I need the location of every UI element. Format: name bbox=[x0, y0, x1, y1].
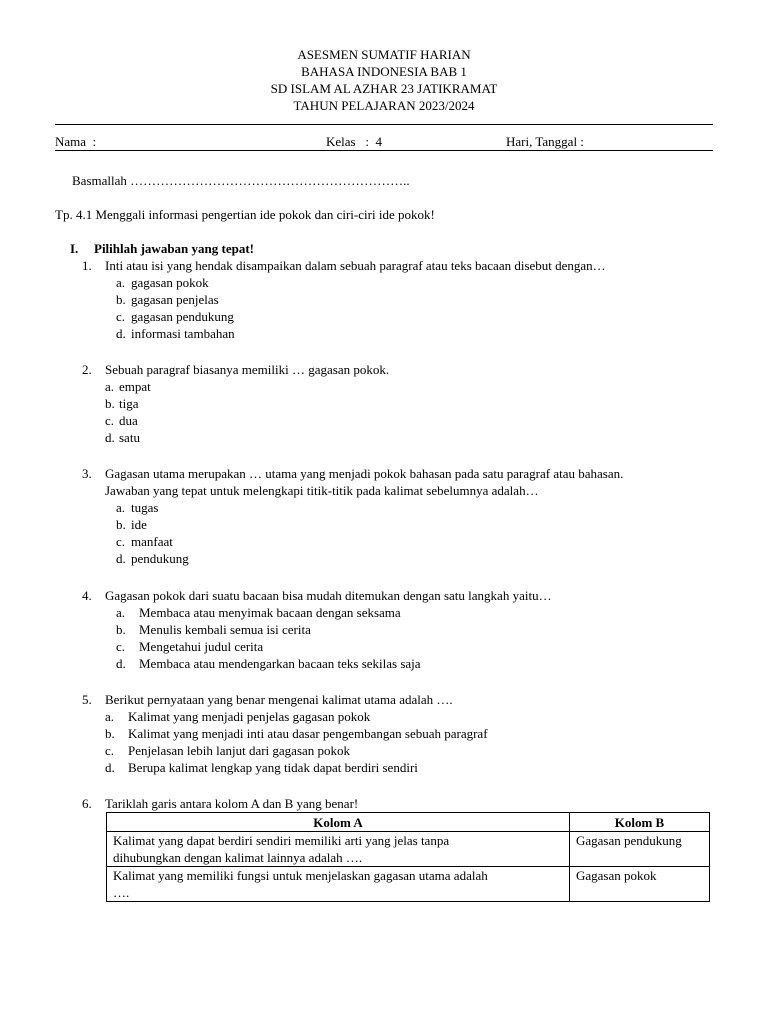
answer-cell[interactable]: Gagasan pendukung bbox=[570, 832, 710, 867]
statement-cell[interactable]: Kalimat yang memiliki fungsi untuk menjelaskan gagasan utama adalah …. bbox=[107, 867, 570, 902]
question-text: Berikut pernyataan yang benar mengenai kalimat utama adalah …. bbox=[105, 692, 453, 707]
question-text: Gagasan utama merupakan … utama yang menjadi pokok bahasan pada satu paragraf atau bahasan. bbox=[105, 466, 624, 481]
option-a[interactable]: a. Membaca atau menyimak bacaan dengan seksama bbox=[116, 605, 401, 620]
option-d[interactable]: d. Berupa kalimat lengkap yang tidak dapat berdiri sendiri bbox=[105, 760, 418, 775]
question-number: 5. bbox=[82, 692, 92, 707]
option-c[interactable]: c. dua bbox=[105, 413, 138, 428]
question-1 bbox=[82, 257, 722, 342]
question-number: 4. bbox=[82, 588, 92, 603]
table-header-row bbox=[107, 813, 710, 832]
option-a[interactable]: a. empat bbox=[105, 379, 151, 394]
question-2 bbox=[82, 361, 722, 446]
question-text: Sebuah paragraf biasanya memiliki … gagasan pokok. bbox=[105, 362, 390, 377]
section-heading bbox=[70, 240, 254, 257]
answer-cell[interactable]: Gagasan pokok bbox=[570, 867, 710, 902]
statement-cell[interactable]: Kalimat yang dapat berdiri sendiri memiliki arti yang jelas tanpa dihubungkan dengan kalimat lainnya adalah …. bbox=[107, 832, 570, 867]
class-field-label: Kelas : 4 bbox=[326, 134, 382, 149]
header-school: SD ISLAM AL AZHAR 23 JATIKRAMAT bbox=[270, 81, 498, 96]
header-divider-bottom bbox=[55, 150, 713, 151]
question-number: 1. bbox=[82, 258, 92, 273]
option-d[interactable]: d. informasi tambahan bbox=[116, 326, 235, 341]
section-number: I. bbox=[70, 241, 79, 256]
option-a[interactable]: a. tugas bbox=[116, 500, 159, 515]
header-academic-year: TAHUN PELAJARAN 2023/2024 bbox=[293, 98, 475, 113]
column-header-a: Kolom A bbox=[107, 813, 570, 832]
option-c[interactable]: c. Penjelasan lebih lanjut dari gagasan pokok bbox=[105, 743, 351, 758]
identity-row bbox=[55, 133, 713, 150]
question-number: 6. bbox=[82, 796, 92, 811]
option-b[interactable]: b. gagasan penjelas bbox=[116, 292, 219, 307]
question-4 bbox=[82, 587, 722, 672]
question-text: Tariklah garis antara kolom A dan B yang benar! bbox=[105, 796, 359, 811]
header-subject: BAHASA INDONESIA BAB 1 bbox=[301, 64, 467, 79]
question-text: Inti atau isi yang hendak disampaikan dalam sebuah paragraf atau teks bacaan disebut dengan… bbox=[105, 258, 606, 273]
document-header bbox=[0, 46, 768, 114]
option-b[interactable]: b. ide bbox=[116, 517, 147, 532]
header-title: ASESMEN SUMATIF HARIAN bbox=[297, 47, 471, 62]
option-d[interactable]: d. satu bbox=[105, 430, 140, 445]
option-b[interactable]: b. Kalimat yang menjadi inti atau dasar pengembangan sebuah paragraf bbox=[105, 726, 488, 741]
option-c[interactable]: c. manfaat bbox=[116, 534, 173, 549]
matching-table bbox=[106, 812, 710, 902]
option-d[interactable]: d. Membaca atau mendengarkan bacaan teks sekilas saja bbox=[116, 656, 421, 671]
question-text-continued: Jawaban yang tepat untuk melengkapi titik-titik pada kalimat sebelumnya adalah… bbox=[105, 483, 539, 498]
option-b[interactable]: b. tiga bbox=[105, 396, 139, 411]
column-header-b: Kolom B bbox=[570, 813, 710, 832]
option-a[interactable]: a. gagasan pokok bbox=[116, 275, 209, 290]
section-instruction: Pilihlah jawaban yang tepat! bbox=[94, 241, 254, 256]
option-b[interactable]: b. Menulis kembali semua isi cerita bbox=[116, 622, 311, 637]
name-field-label: Nama : bbox=[55, 134, 97, 149]
question-3 bbox=[82, 465, 722, 567]
option-d[interactable]: d. pendukung bbox=[116, 551, 189, 566]
option-c[interactable]: c. gagasan pendukung bbox=[116, 309, 234, 324]
question-5 bbox=[82, 691, 722, 776]
header-divider-top bbox=[55, 124, 713, 125]
option-c[interactable]: c. Mengetahui judul cerita bbox=[116, 639, 264, 654]
question-text: Gagasan pokok dari suatu bacaan bisa mudah ditemukan dengan satu langkah yaitu… bbox=[105, 588, 552, 603]
table-row bbox=[107, 867, 710, 902]
basmallah-line: Basmallah ……………………………………………………….. bbox=[72, 173, 410, 188]
question-6 bbox=[82, 795, 722, 812]
question-number: 3. bbox=[82, 466, 92, 481]
option-a[interactable]: a. Kalimat yang menjadi penjelas gagasan pokok bbox=[105, 709, 371, 724]
learning-objective: Tp. 4.1 Menggali informasi pengertian ide pokok dan ciri-ciri ide pokok! bbox=[55, 207, 435, 222]
question-number: 2. bbox=[82, 362, 92, 377]
table-row bbox=[107, 832, 710, 867]
date-field-label: Hari, Tanggal : bbox=[506, 134, 584, 149]
